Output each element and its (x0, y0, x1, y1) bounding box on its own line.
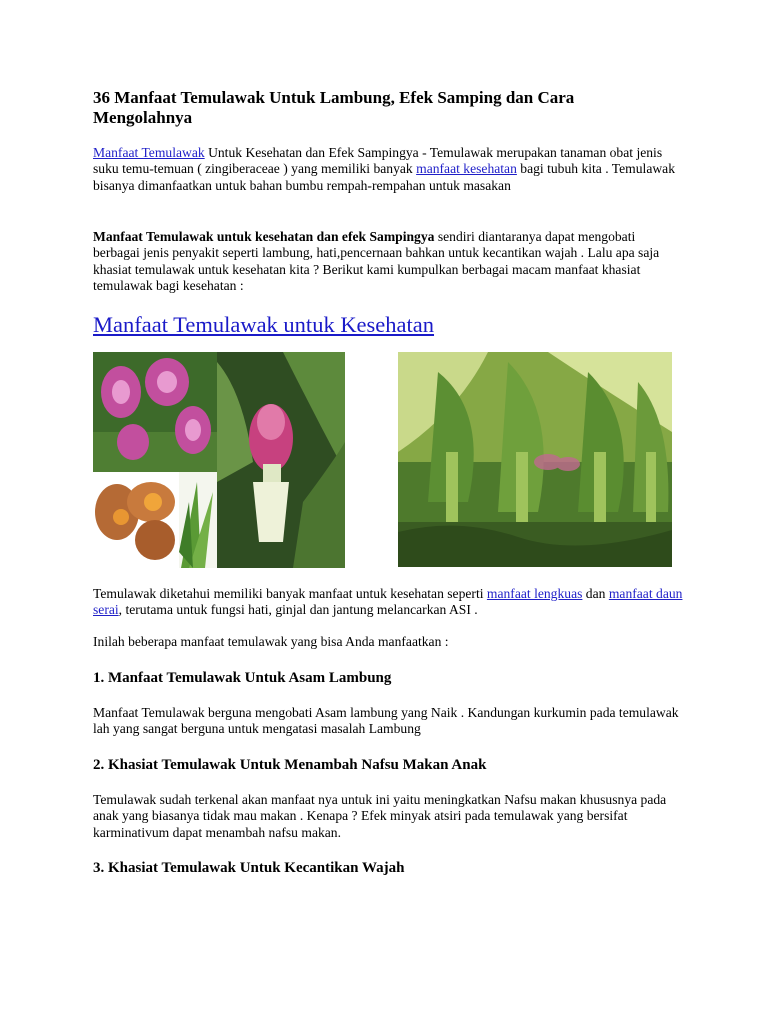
item-2-heading: 2. Khasiat Temulawak Untuk Menambah Nafsu Makan Anak (93, 757, 487, 773)
temulawak-plants-image (398, 352, 672, 567)
intro-paragraph (93, 145, 683, 194)
item-2-body: Temulawak sudah terkenal akan manfaat nya untuk ini yaitu meningkatkan Nafsu makan khususnya pada anak yang biasanya tidak mau makan . Kenapa ? Efek minyak atsiri pada temulawak yang bersifat karminativum dapat menambah nafsu makan. (93, 792, 667, 840)
plants-illustration (398, 352, 672, 567)
benefits-text-3: , terutama untuk fungsi hati, ginjal dan jantung melancarkan ASI . (118, 602, 478, 618)
summary-bold: Manfaat Temulawak untuk kesehatan dan efek Sampingya (93, 229, 435, 244)
item-3-heading: 3. Khasiat Temulawak Untuk Kecantikan Wajah (93, 860, 405, 876)
article-title: 36 Manfaat Temulawak Untuk Lambung, Efek Samping dan Cara Mengolahnya (93, 88, 575, 127)
link-manfaat-kesehatan[interactable]: manfaat kesehatan (416, 161, 517, 177)
intro-text-1: Untuk Kesehatan dan Efek Sampingya - Temulawak merupakan tanaman obat jenis suku temu-temuan ( zingiberaceae ) yang memiliki banyak (93, 145, 663, 177)
link-manfaat-lengkuas[interactable]: manfaat lengkuas (486, 586, 583, 601)
link-manfaat-daun-serai[interactable]: manfaat daun serai (93, 586, 683, 618)
link-manfaat-temulawak[interactable]: Manfaat Temulawak (93, 145, 205, 160)
list-intro: Inilah beberapa manfaat temulawak yang bisa Anda manfaatkan : (93, 634, 449, 649)
temulawak-collage-image (93, 352, 345, 568)
benefits-text-1: Temulawak diketahui memiliki banyak manfaat untuk kesehatan seperti (93, 586, 487, 601)
intro-text-2: bagi tubuh kita . Temulawak bisanya dimanfaatkan untuk bahan bumbu rempah-rempahan untuk masakan (93, 161, 676, 193)
summary-paragraph (93, 229, 683, 295)
collage-illustration (93, 352, 345, 568)
item-1-body: Manfaat Temulawak berguna mengobati Asam lambung yang Naik . Kandungan kurkumin pada temulawak lah yang sangat berguna untuk mengatasi masalah Lambung (93, 705, 679, 737)
section-heading-link[interactable]: Manfaat Temulawak untuk Kesehatan (93, 312, 435, 337)
benefits-text-2: dan (582, 586, 609, 601)
item-1-heading: 1. Manfaat Temulawak Untuk Asam Lambung (93, 670, 392, 686)
benefits-paragraph (93, 586, 683, 619)
summary-text: sendiri diantaranya dapat mengobati berbagai jenis penyakit seperti lambung, hati,pencernaan bahkan untuk kecantikan wajah . Lalu apa saja khasiat temulawak untuk kesehatan kita ? Berikut kami kumpulkan berbagai macam manfaat khasiat temulawak bagi kesehatan : (93, 229, 660, 294)
